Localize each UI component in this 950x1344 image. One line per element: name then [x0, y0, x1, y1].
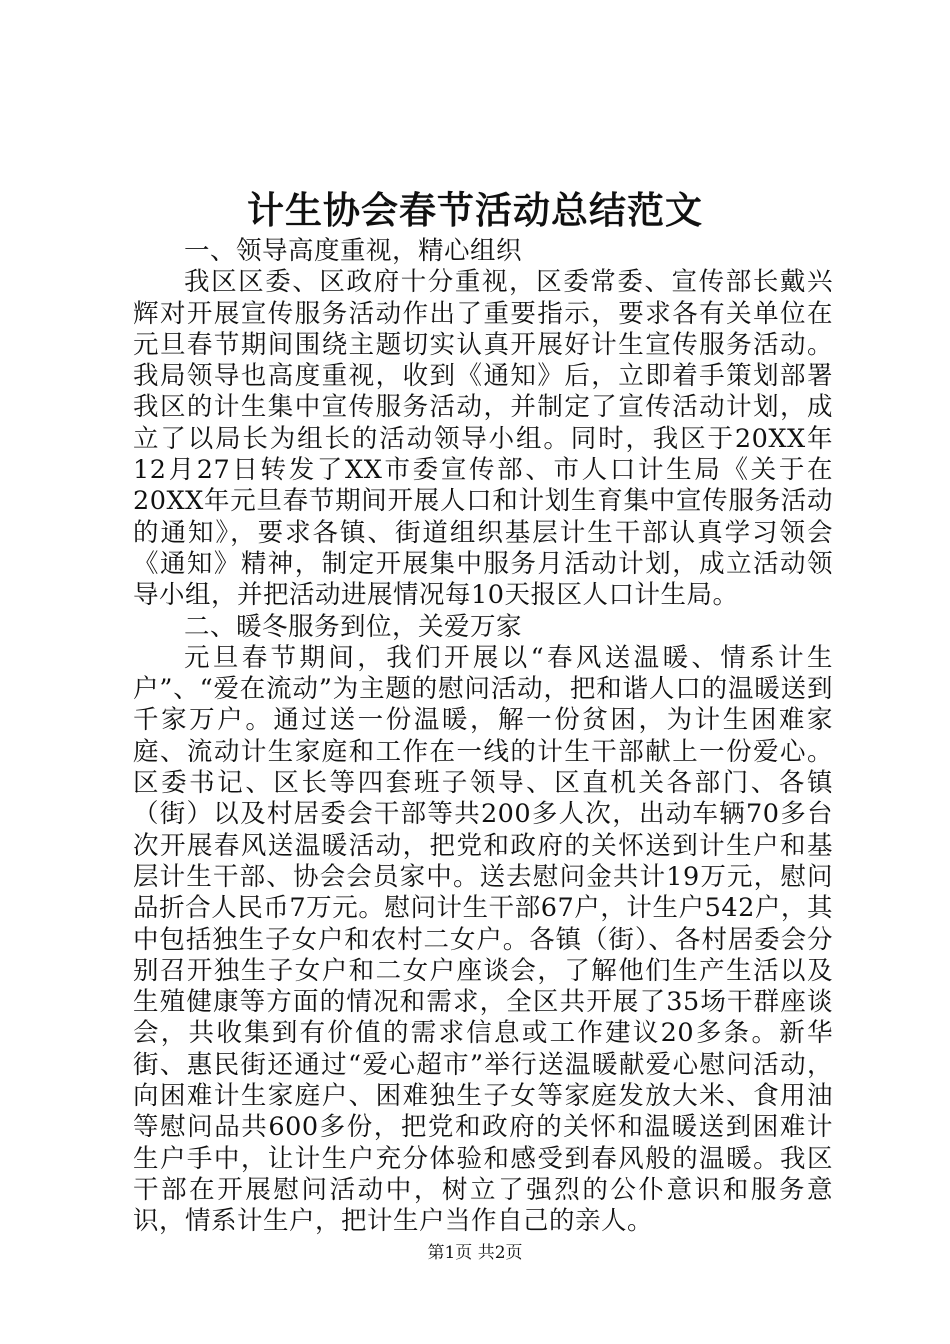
- section-1-heading: 一、领导高度重视，精心组织: [184, 236, 523, 266]
- section-1-paragraph: 我区区委、区政府十分重视，区委常委、宣传部长戴兴辉对开展宣传服务活动作出了重要指示，要求各有关单位在元旦春节期间围绕主题切实认真开展好计生宣传服务活动。我局领导也高度重视，收到《通知》后，立即着手策划部署我区的计生集中宣传服务活动，并制定了宣传活动计划，成立了以局长为组长的活动领导小组。同时，我区于20XX年12月27日转发了XX市委宣传部、市人口计生局《关于在20XX年元旦春节期间开展人口和计划生育集中宣传服务活动的通知》，要求各镇、街道组织基层计生干部认真学习领会《通知》精神，制定开展集中服务月活动计划，成立活动领导小组，并把活动进展情况每10天报区人口计生局。: [133, 267, 833, 611]
- document-body: [133, 236, 833, 1238]
- section-2-paragraph: 元旦春节期间，我们开展以“春风送温暖、情系计生户”、“爱在流动”为主题的慰问活动，把和谐人口的温暖送到千家万户。通过送一份温暖，解一份贫困，为计生困难家庭、流动计生家庭和工作在一线的计生干部献上一份爱心。区委书记、区长等四套班子领导、区直机关各部门、各镇（街）以及村居委会干部等共200多人次，出动车辆70多台次开展春风送温暖活动，把党和政府的关怀送到计生户和基层计生干部、协会会员家中。送去慰问金共计19万元，慰问品折合人民币7万元。慰问计生干部67户，计生户542户，其中包括独生子女户和农村二女户。各镇（街）、各村居委会分别召开独生子女户和二女户座谈会，了解他们生产生活以及生殖健康等方面的情况和需求，全区共开展了35场干群座谈会，共收集到有价值的需求信息或工作建议20多条。新华街、惠民街还通过“爱心超市”举行送温暖献爱心慰问活动，向困难计生家庭户、困难独生子女等家庭发放大米、食用油等慰问品共600多份，把党和政府的关怀和温暖送到困难计生户手中，让计生户充分体验和感受到春风般的温暖。我区干部在开展慰问活动中，树立了强烈的公仆意识和服务意识，情系计生户，把计生户当作自己的亲人。: [133, 642, 833, 1237]
- page-number-footer: 第1页 共2页: [427, 1243, 523, 1263]
- document-title: 计生协会春节活动总结范文: [247, 188, 703, 232]
- section-2-heading: 二、暖冬服务到位，关爱万家: [184, 611, 523, 642]
